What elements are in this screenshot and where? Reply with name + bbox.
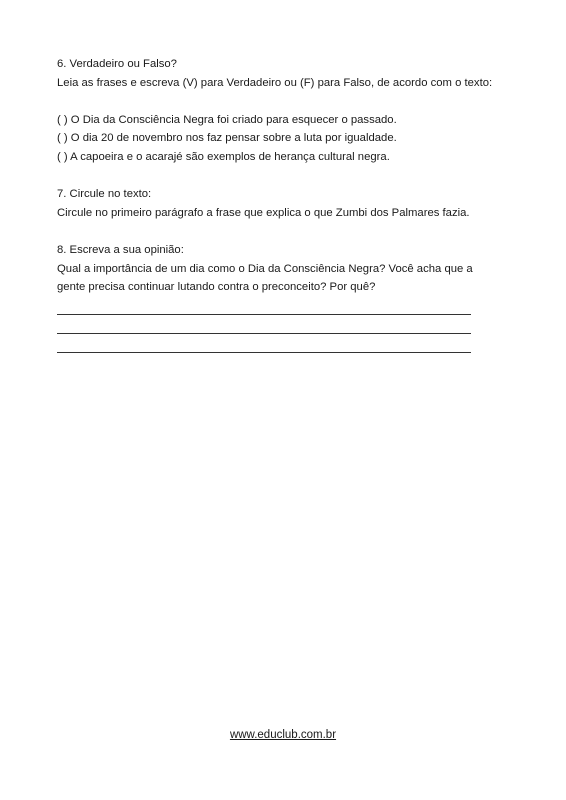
footer — [0, 729, 566, 741]
answer-line-2[interactable] — [57, 333, 471, 334]
question-8-text-line-1: Qual a importância de um dia como o Dia da Consciência Negra? Você acha que a — [57, 262, 473, 275]
question-7 — [57, 185, 527, 222]
answer-line-3[interactable] — [57, 352, 471, 353]
answer-lines — [57, 314, 527, 354]
true-false-item-3: ( ) A capoeira e o acarajé são exemplos de herança cultural negra. — [57, 150, 390, 163]
spacer — [57, 222, 527, 241]
question-6-instruction: Leia as frases e escreva (V) para Verdadeiro ou (F) para Falso, de acordo com o texto: — [57, 76, 493, 89]
spacer — [57, 167, 527, 186]
question-7-title: 7. Circule no texto: — [57, 188, 152, 201]
question-8-text-line-2: gente precisa continuar lutando contra o preconceito? Por quê? — [57, 281, 376, 294]
true-false-item-1: ( ) O Dia da Consciência Negra foi criado para esquecer o passado. — [57, 113, 397, 126]
worksheet-content — [57, 55, 527, 372]
question-6 — [57, 55, 527, 167]
question-6-title: 6. Verdadeiro ou Falso? — [57, 58, 177, 70]
question-8-title: 8. Escreva a sua opinião: — [57, 243, 184, 256]
question-7-instruction: Circule no primeiro parágrafo a frase que explica o que Zumbi dos Palmares fazia. — [57, 206, 470, 219]
true-false-item-2: ( ) O dia 20 de novembro nos faz pensar sobre a luta por igualdade. — [57, 132, 397, 145]
spacer — [57, 92, 527, 111]
answer-line-1[interactable] — [57, 314, 471, 315]
website-link[interactable]: www.educlub.com.br — [229, 729, 337, 741]
question-8 — [57, 241, 527, 353]
